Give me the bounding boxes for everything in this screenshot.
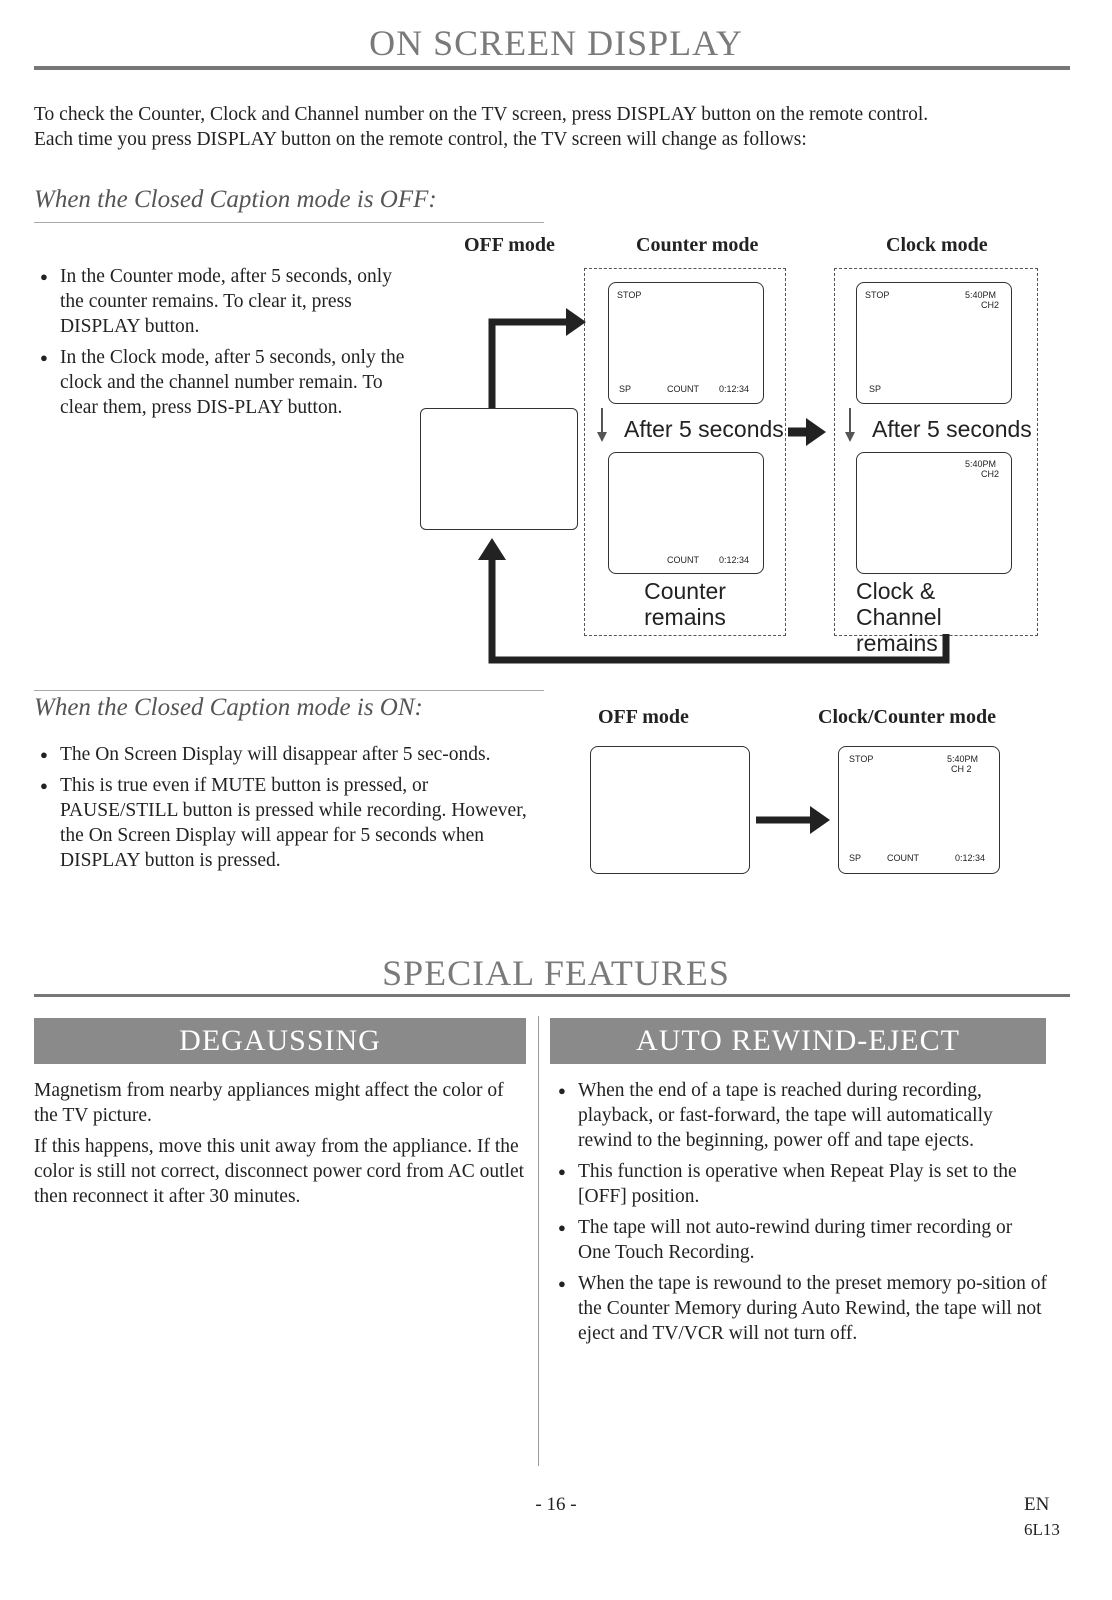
cc-off-heading: When the Closed Caption mode is OFF:	[34, 186, 437, 213]
osd-time: 0:12:34	[719, 384, 750, 394]
after-5-seconds-counter: After 5 seconds	[624, 416, 784, 442]
list-item: ● The On Screen Display will disappear after 5 sec-onds.	[34, 742, 528, 767]
list-item: ● In the Counter mode, after 5 seconds, only the counter remains. To clear it, press DISPLAY button.	[34, 264, 414, 339]
special-features-title: SPECIAL FEATURES	[382, 953, 730, 993]
osd-clock: 5:40PM	[947, 754, 979, 764]
cc-on-heading: When the Closed Caption mode is ON:	[34, 694, 423, 721]
after-5-seconds-clock: After 5 seconds	[872, 416, 1032, 442]
osd-channel: CH2	[981, 469, 1000, 479]
osd-channel: CH2	[981, 300, 1000, 310]
osd-count: COUNT	[667, 555, 699, 565]
arrow-up-icon	[478, 538, 506, 560]
osd-sp: SP	[869, 384, 882, 394]
clock-counter-mode-label: Clock/Counter mode	[818, 706, 996, 728]
arrow-right-icon	[806, 418, 826, 446]
osd-clock: 5:40PM	[965, 459, 997, 469]
osd-time: 0:12:34	[719, 555, 750, 565]
cc-on-off-screen	[590, 746, 750, 874]
cc-on-bullets	[34, 742, 528, 879]
special-rule	[34, 994, 1070, 997]
auto-rewind-bullets	[552, 1078, 1048, 1352]
osd-stop: STOP	[849, 754, 874, 764]
degaussing-para-1: Magnetism from nearby appliances might affect the color of the TV picture.	[34, 1080, 504, 1126]
osd-count: COUNT	[887, 853, 919, 863]
cc-on-off-mode-label: OFF mode	[598, 706, 689, 728]
arrow-down-icon	[597, 432, 607, 442]
intro-line-2: Each time you press DISPLAY button on the remote control, the TV screen will change as follows:	[34, 129, 807, 150]
counter-remains-line-1: Counter	[644, 578, 726, 604]
cc-on-rule	[34, 690, 544, 691]
osd-stop: STOP	[865, 290, 890, 300]
counter-remains-line-2: remains	[644, 604, 726, 630]
language-code: EN	[1024, 1494, 1050, 1515]
auto-rewind-eject-banner: AUTO REWIND-EJECT	[550, 1018, 1046, 1064]
cc-on-clock-counter-screen	[838, 746, 1000, 874]
list-item: ● When the end of a tape is reached during recording, playback, or fast-forward, the tape will automatically rewind to the beginning, power off and tape ejects.	[552, 1078, 1048, 1153]
list-item: ● This function is operative when Repeat Play is set to the [OFF] position.	[552, 1159, 1048, 1209]
arrow-right-icon	[566, 308, 586, 336]
degaussing-banner: DEGAUSSING	[34, 1018, 526, 1064]
list-item: ● The tape will not auto-rewind during timer recording or One Touch Recording.	[552, 1215, 1048, 1265]
clock-remains-line-1: Clock & Channel	[856, 578, 942, 630]
osd-time: 0:12:34	[955, 853, 986, 863]
off-mode-label: OFF mode	[464, 234, 555, 256]
degaussing-para-2: If this happens, move this unit away from the appliance. If the color is still not correct, disconnect power cord from AC outlet then reconnect it after 30 minutes.	[34, 1136, 525, 1207]
osd-sp: SP	[849, 853, 862, 863]
osd-stop: STOP	[617, 290, 642, 300]
arrow-right-icon	[810, 806, 830, 834]
model-code: 6L13	[1024, 1520, 1060, 1539]
list-item: ● In the Clock mode, after 5 seconds, only the clock and the channel number remain. To clear them, press DIS-PLAY button.	[34, 345, 414, 420]
list-item: ● This is true even if MUTE button is pressed, or PAUSE/STILL button is pressed while recording. However, the On Screen Display will appear for 5 seconds when DISPLAY button is pressed.	[34, 773, 528, 873]
page-title: ON SCREEN DISPLAY	[369, 23, 743, 63]
clock-remains-line-2: remains	[856, 630, 938, 656]
osd-sp: SP	[619, 384, 632, 394]
arrow-down-icon	[845, 432, 855, 442]
osd-clock: 5:40PM	[965, 290, 997, 300]
intro-line-1: To check the Counter, Clock and Channel number on the TV screen, press DISPLAY button on the remote control.	[34, 104, 929, 125]
osd-channel: CH 2	[951, 764, 972, 774]
list-item: ● When the tape is rewound to the preset memory po-sition of the Counter Memory during Auto Rewind, the tape will not eject and TV/VCR will not turn off.	[552, 1271, 1048, 1346]
column-divider	[538, 1016, 539, 1466]
counter-mode-label: Counter mode	[636, 234, 759, 256]
page-number: - 16 -	[535, 1494, 577, 1515]
osd-count: COUNT	[667, 384, 699, 394]
clock-mode-label: Clock mode	[886, 234, 988, 256]
